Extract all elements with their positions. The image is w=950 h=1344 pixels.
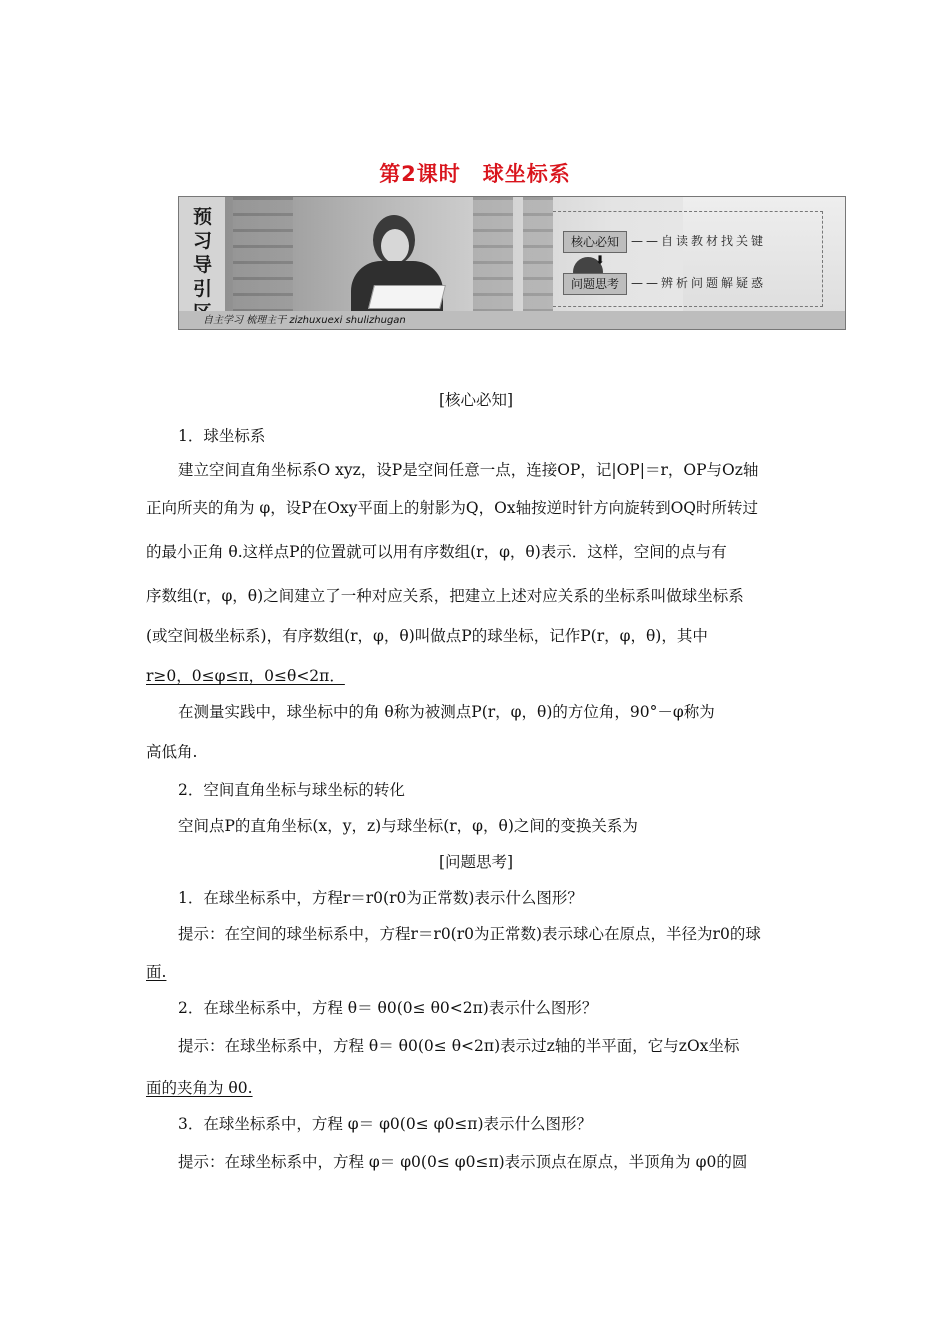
heading-conversion: 2．空间直角坐标与球坐标的转化	[178, 781, 405, 799]
paragraph-line: 正向所夹的角为 φ，设P在Oxy平面上的射影为Q，Ox轴按逆时针方向旋转到OQ时所转过	[146, 499, 758, 517]
question-1: 1．在球坐标系中，方程r＝r0(r0为正常数)表示什么图形？	[178, 889, 583, 907]
arrow-down-icon: ⬇	[595, 253, 606, 267]
page-title: 第2课时 球坐标系	[379, 162, 571, 186]
question-2: 2．在球坐标系中，方程 θ＝ θ0(0≤ θ0<2π)表示什么图形？	[178, 999, 598, 1017]
answer-2-line: 提示：在球坐标系中，方程 θ＝ θ0(0≤ θ<2π)表示过z轴的半平面，它与zOx坐标	[178, 1037, 740, 1055]
tag-core-desc: ——自读教材找关键	[631, 234, 767, 248]
paragraph-line: (或空间极坐标系)，有序数组(r，φ，θ)叫做点P的球坐标，记作P(r，φ，θ)，其中	[146, 627, 708, 645]
paragraph-line: 在测量实践中，球坐标中的角 θ称为被测点P(r，φ，θ)的方位角，90°－φ称为	[178, 703, 715, 721]
tag-core-knowledge: 核心必知	[563, 231, 627, 253]
banner-vertical-title: 预习导引	[193, 206, 213, 300]
answer-1-line: 面.	[146, 963, 167, 981]
bookshelf-image	[523, 197, 553, 311]
paragraph-line: 高低角.	[146, 743, 198, 761]
paragraph-line: 空间点P的直角坐标(x，y，z)与球坐标(r，φ，θ)之间的变换关系为	[178, 817, 638, 835]
answer-3-line: 提示：在球坐标系中，方程 φ＝ φ0(0≤ φ0≤π)表示顶点在原点，半顶角为 φ0的圆	[178, 1153, 748, 1171]
tag-question: 问题思考	[563, 273, 627, 295]
heading-spherical-system: 1．球坐标系	[178, 427, 266, 445]
bookshelf-image	[233, 197, 293, 311]
paragraph-line: 建立空间直角坐标系O xyz，设P是空间任意一点，连接OP，记|OP|＝r，OP与Oz轴	[178, 461, 759, 479]
paragraph-line: 的最小正角 θ.这样点P的位置就可以用有序数组(r，φ，θ)表示．这样，空间的点与有	[146, 543, 727, 561]
section-heading-core: [核心必知]	[438, 391, 514, 409]
preview-banner	[178, 196, 846, 330]
tag-question-desc: ——辨析问题解疑惑	[631, 276, 767, 290]
answer-2-line: 面的夹角为 θ0.	[146, 1079, 253, 1097]
answer-1-line: 提示：在空间的球坐标系中，方程r＝r0(r0为正常数)表示球心在原点，半径为r0的球	[178, 925, 761, 943]
section-heading-questions: [问题思考]	[438, 853, 514, 871]
question-3: 3．在球坐标系中，方程 φ＝ φ0(0≤ φ0≤π)表示什么图形？	[178, 1115, 593, 1133]
bookshelf-image	[473, 197, 513, 311]
book-image	[368, 285, 446, 309]
banner-strip: 自主学习 梳理主干 zizhuxuexi shulizhugan	[179, 311, 846, 330]
paragraph-line: r≥0，0≤φ≤π，0≤θ<2π．	[146, 667, 345, 685]
paragraph-line: 序数组(r，φ，θ)之间建立了一种对应关系，把建立上述对应关系的坐标系叫做球坐标系	[146, 587, 744, 605]
